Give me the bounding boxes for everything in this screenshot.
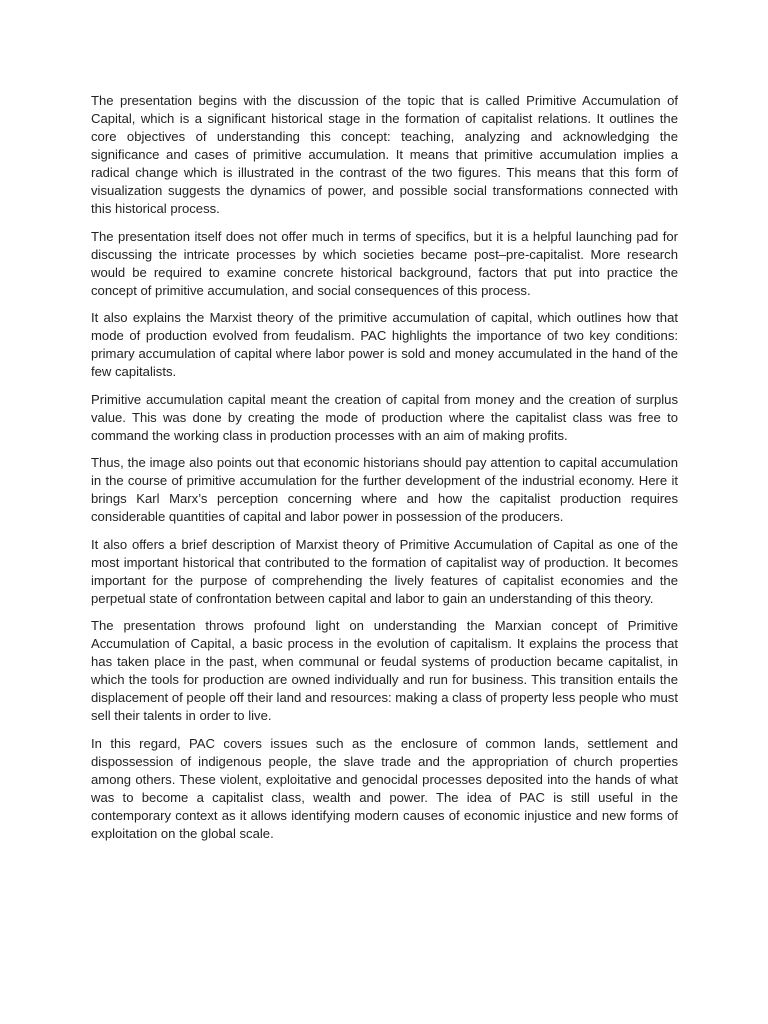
paragraph-8: In this regard, PAC covers issues such as the enclosure of common lands, settlement and dispossession of indigenous people, the slave trade and the appropriation of church properties among others. These violent, exploitative and genocidal processes deposited into the hands of what was to become a capitalist class, wealth and power. The idea of PAC is still useful in the contemporary context as it allows identifying modern causes of economic injustice and new forms of exploitation on the global scale. (91, 735, 678, 841)
paragraph-2: The presentation itself does not offer much in terms of specifics, but it is a helpful launching pad for discussing the intricate processes by which societies became post–pre-capitalist. More research would be required to examine concrete historical background, factors that put into practice the concept of primitive accumulation, and social consequences of this process. (91, 228, 678, 298)
paragraph-5: Thus, the image also points out that economic historians should pay attention to capital accumulation in the course of primitive accumulation for the further development of the industrial economy. Here it brings Karl Marx’s perception concerning where and how the capitalist production requires considerable quantities of capital and labor power in possession of the producers. (91, 455, 678, 524)
paragraph-3: It also explains the Marxist theory of the primitive accumulation of capital, which outlines how that mode of production evolved from feudalism. PAC highlights the importance of two key conditions: primary accumulation of capital where labor power is sold and money accumulated in the hand of the few capitalists. (91, 310, 678, 379)
paragraph-4: Primitive accumulation capital meant the creation of capital from money and the creation of surplus value. This was done by creating the mode of production where the capitalist class was free to command the working class in production processes with an aim of making profits. (91, 391, 678, 443)
paragraph-7: The presentation throws profound light on understanding the Marxian concept of Primitive Accumulation of Capital, a basic process in the evolution of capitalism. It explains the process that has taken place in the past, when communal or feudal systems of production became capitalist, in which the tools for production are owned individually and run for business. This transition entails the displacement of people off their land and resources: making a class of property less people who must sell their talents in order to live. (91, 618, 678, 723)
paragraph-1: The presentation begins with the discussion of the topic that is called Primitive Accumulation of Capital, which is a significant historical stage in the formation of capitalist relations. It outlines the core objectives of understanding this concept: teaching, analyzing and acknowledging the significance and cases of primitive accumulation. It means that primitive accumulation implies a radical change which is illustrated in the contrast of the two figures. This means that this form of visualization suggests the dynamics of power, and possible social transformations connected with this historical process. (91, 93, 678, 216)
document-body (91, 92, 678, 852)
paragraph-6: It also offers a brief description of Marxist theory of Primitive Accumulation of Capital as one of the most important historical that contributed to the formation of capitalist way of production. It becomes important for the purpose of comprehending the lively features of capitalist economies and the perpetual state of confrontation between capital and labor to gain an understanding of this theory. (91, 536, 678, 606)
